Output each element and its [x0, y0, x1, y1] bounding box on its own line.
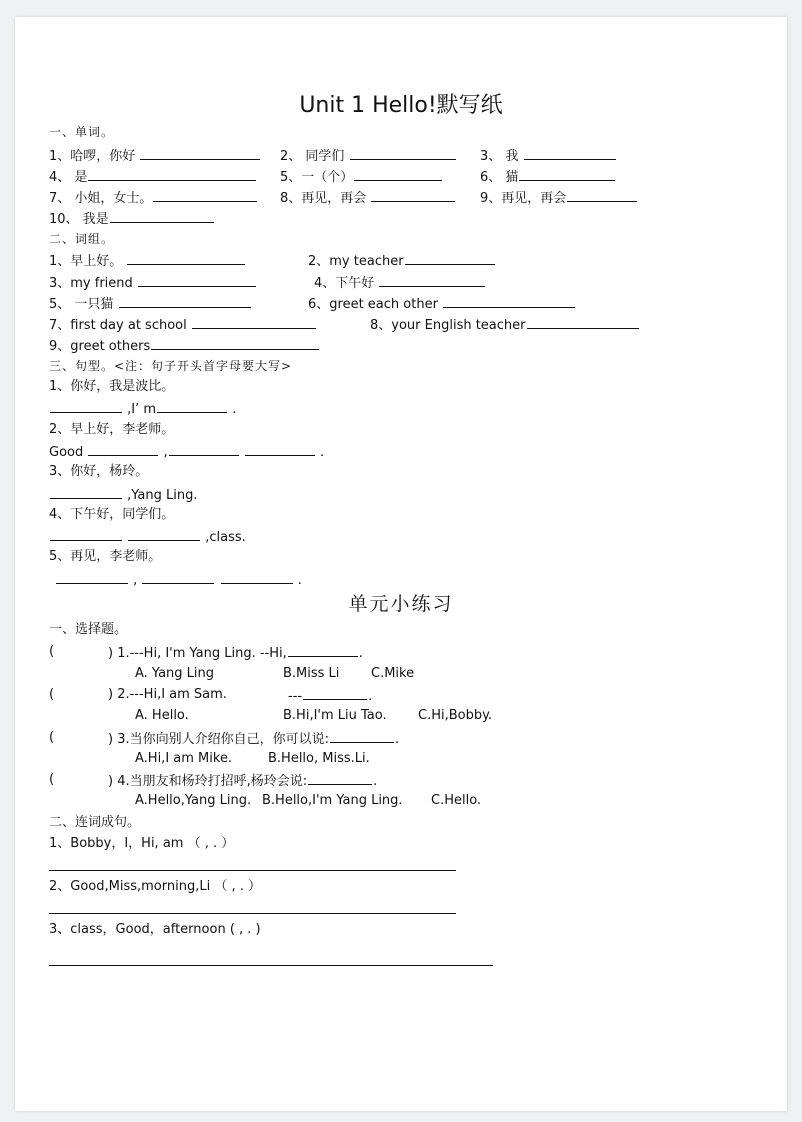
choice-option[interactable]: A.Hello,Yang Ling. [135, 793, 252, 808]
answer-blank[interactable] [354, 168, 442, 181]
answer-blank[interactable] [527, 316, 639, 329]
answer-blank[interactable] [567, 189, 637, 202]
sentence-prompt-1: 1、你好，我是波比。 [49, 379, 175, 394]
word-item-8: 8、再见，再会 [280, 189, 456, 207]
word-item-1: 1、哈啰，你好 [49, 147, 261, 165]
answer-blank[interactable] [153, 189, 257, 202]
choice-answer-paren[interactable]: ( [49, 687, 55, 702]
sentence-answer-3: ,Yang Ling. [49, 486, 198, 504]
word-item-7: 7、 小姐，女士。 [49, 189, 258, 207]
answer-blank[interactable] [119, 295, 251, 308]
practice-section-1-header: 一、选择题。 [49, 622, 128, 637]
answer-blank[interactable] [138, 274, 256, 287]
section-1-header: 一、单词。 [49, 125, 115, 139]
phrase-item-3: 3、my friend [49, 274, 257, 292]
answer-blank[interactable] [221, 571, 293, 584]
word-item-3: 3、 我 [480, 147, 617, 165]
answer-blank[interactable] [405, 252, 495, 265]
sentence-prompt-5: 5、再见，李老师。 [49, 549, 162, 564]
answer-blank[interactable] [443, 295, 575, 308]
sentence-prompt-4: 4、下午好，同学们。 [49, 507, 175, 522]
choice-question-3: ) 3.当你向别人介绍你自己，你可以说: . [108, 732, 400, 747]
build-sentence-1: 1、Bobby，I，Hi, am （ , . ） [49, 836, 235, 851]
phrase-item-9: 9、greet others [49, 337, 320, 355]
answer-blank[interactable] [142, 571, 214, 584]
word-item-2: 2、 同学们 [280, 147, 457, 165]
choice-question-4: ) 4.当朋友和杨玲打招呼,杨玲会说: . [108, 774, 378, 789]
answer-blank[interactable] [56, 571, 128, 584]
answer-blank[interactable] [110, 210, 214, 223]
word-item-4: 4、 是 [49, 168, 257, 186]
sentence-answer-4: ,class. [49, 528, 246, 546]
practice-section-2-header: 二、连词成句。 [49, 815, 141, 830]
phrase-item-2: 2、my teacher [308, 252, 496, 270]
answer-blank[interactable] [128, 528, 200, 541]
answer-blank[interactable] [127, 252, 245, 265]
answer-blank[interactable] [50, 400, 122, 413]
choice-answer-paren[interactable]: ( [49, 644, 55, 659]
answer-blank[interactable] [350, 147, 456, 160]
answer-line[interactable] [49, 965, 493, 966]
choice-answer-paren[interactable]: ( [49, 772, 55, 787]
answer-blank[interactable] [192, 316, 316, 329]
sentence-answer-1: ,I’ m . [49, 400, 236, 418]
phrase-item-8: 8、your English teacher [370, 316, 640, 334]
answer-blank[interactable] [169, 443, 239, 456]
answer-blank[interactable] [519, 168, 615, 181]
choice-question-1: ) 1.---Hi, I'm Yang Ling. --Hi, . [108, 646, 363, 661]
sentence-prompt-3: 3、你好，杨玲。 [49, 464, 149, 479]
answer-blank[interactable] [308, 772, 372, 785]
phrase-item-5: 5、 一只猫 [49, 295, 252, 313]
answer-line[interactable] [49, 913, 456, 914]
page-title: Unit 1 Hello!默写纸 [299, 93, 503, 118]
answer-blank[interactable] [330, 730, 394, 743]
answer-blank[interactable] [151, 337, 319, 350]
choice-question-2-reply: --- . [288, 689, 373, 704]
sentence-answer-5: , . [55, 571, 302, 589]
practice-title: 单元小练习 [348, 593, 454, 615]
choice-option[interactable]: C.Hi,Bobby. [418, 708, 493, 723]
phrase-item-1: 1、早上好。 [49, 252, 246, 270]
answer-blank[interactable] [288, 644, 358, 657]
word-item-9: 9、再见，再会 [480, 189, 638, 207]
choice-option[interactable]: C.Mike [371, 666, 415, 681]
answer-blank[interactable] [157, 400, 227, 413]
answer-blank[interactable] [88, 168, 256, 181]
answer-blank[interactable] [245, 443, 315, 456]
answer-blank[interactable] [524, 147, 616, 160]
choice-option[interactable]: B.Hello,I'm Yang Ling. [262, 793, 403, 808]
section-3-header: 三、句型。<注：句子开头首字母要大写> [49, 359, 293, 373]
answer-blank[interactable] [140, 147, 260, 160]
word-item-5: 5、一（个） [280, 168, 443, 186]
choice-option[interactable]: B.Miss Li [283, 666, 340, 681]
choice-option[interactable]: B.Hi,I'm Liu Tao. [283, 708, 387, 723]
choice-option[interactable]: A. Hello. [135, 708, 189, 723]
answer-blank[interactable] [50, 528, 122, 541]
word-item-10: 10、 我是 [49, 210, 215, 228]
phrase-item-4: 4、下午好 [314, 274, 486, 292]
build-sentence-3: 3、class，Good，afternoon ( , . ) [49, 922, 261, 937]
choice-option[interactable]: B.Hello, Miss.Li. [268, 751, 370, 766]
choice-option[interactable]: C.Hello. [431, 793, 482, 808]
choice-question-2: ) 2.---Hi,I am Sam. [108, 687, 227, 702]
choice-answer-paren[interactable]: ( [49, 730, 55, 745]
word-item-6: 6、 猫 [480, 168, 616, 186]
answer-blank[interactable] [379, 274, 485, 287]
answer-blank[interactable] [303, 687, 367, 700]
answer-blank[interactable] [371, 189, 455, 202]
answer-line[interactable] [49, 870, 456, 871]
phrase-item-7: 7、first day at school [49, 316, 317, 334]
answer-blank[interactable] [50, 486, 122, 499]
choice-option[interactable]: A. Yang Ling [135, 666, 215, 681]
sentence-prompt-2: 2、早上好，李老师。 [49, 422, 175, 437]
answer-blank[interactable] [88, 443, 158, 456]
section-2-header: 二、词组。 [49, 232, 115, 246]
phrase-item-6: 6、greet each other [308, 295, 576, 313]
build-sentence-2: 2、Good,Miss,morning,Li （ , . ） [49, 879, 261, 894]
choice-option[interactable]: A.Hi,I am Mike. [135, 751, 233, 766]
sentence-answer-2: Good , . [49, 445, 325, 460]
